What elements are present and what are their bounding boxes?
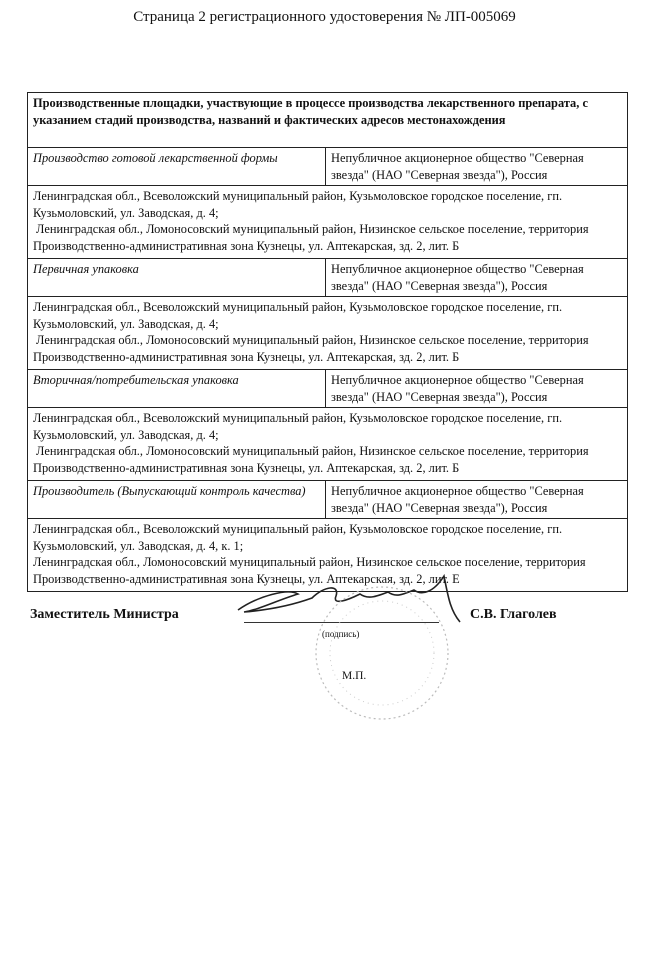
stage-row — [28, 148, 628, 186]
stage-row — [28, 481, 628, 519]
address-cell — [28, 186, 628, 259]
official-stamp — [312, 575, 452, 730]
address-1: Ленинградская обл., Всеволожский муниципальный район, Кузьмоловское городское поселение, гп. Кузьмоловский, ул. Заводская, д. 4; — [33, 189, 563, 220]
table-header-row — [28, 93, 628, 148]
manufacturer-name: Непубличное акционерное общество "Северная звезда" (НАО "Северная звезда"), Россия — [326, 259, 628, 297]
signature-caption: (подпись) — [322, 629, 360, 639]
stage-row — [28, 259, 628, 297]
signer-position: Заместитель Министра — [30, 607, 179, 622]
manufacturer-name: Непубличное акционерное общество "Северная звезда" (НАО "Северная звезда"), Россия — [326, 481, 628, 519]
stamp-label: М.П. — [342, 670, 367, 682]
address-2: Ленинградская обл., Ломоносовский муниципальный район, Низинское сельское поселение, территория Производственно-административная зона Кузнецы, ул. Аптекарская, зд. 2, лит. Б — [33, 333, 589, 364]
address-row — [28, 408, 628, 481]
manufacturer-name: Непубличное акционерное общество "Северная звезда" (НАО "Северная звезда"), Россия — [326, 370, 628, 408]
manufacturer-name: Непубличное акционерное общество "Северная звезда" (НАО "Северная звезда"), Россия — [326, 148, 628, 186]
table-header: Производственные площадки, участвующие в процессе производства лекарственного препарата, с указанием стадий производства, названий и фактических адресов местонахождения — [28, 93, 628, 148]
address-row — [28, 297, 628, 370]
stage-row — [28, 370, 628, 408]
address-cell — [28, 408, 628, 481]
stage-name: Первичная упаковка — [28, 259, 326, 297]
stage-name: Вторичная/потребительская упаковка — [28, 370, 326, 408]
address-2: Ленинградская обл., Ломоносовский муниципальный район, Низинское сельское поселение, территория Производственно-административная зона Кузнецы, ул. Аптекарская, зд. 2, лит. Б — [33, 222, 589, 253]
signer-name: С.В. Глаголев — [470, 607, 557, 622]
address-row — [28, 186, 628, 259]
stage-name: Производство готовой лекарственной формы — [28, 148, 326, 186]
address-1: Ленинградская обл., Всеволожский муниципальный район, Кузьмоловское городское поселение, гп. Кузьмоловский, ул. Заводская, д. 4, к. 1; — [33, 522, 563, 553]
address-1: Ленинградская обл., Всеволожский муниципальный район, Кузьмоловское городское поселение, гп. Кузьмоловский, ул. Заводская, д. 4; — [33, 411, 563, 442]
address-cell — [28, 297, 628, 370]
production-sites-table — [27, 92, 628, 592]
address-2: Ленинградская обл., Ломоносовский муниципальный район, Низинское сельское поселение, территория Производственно-административная зона Кузнецы, ул. Аптекарская, зд. 2, лит. Е — [33, 555, 586, 586]
address-1: Ленинградская обл., Всеволожский муниципальный район, Кузьмоловское городское поселение, гп. Кузьмоловский, ул. Заводская, д. 4; — [33, 300, 563, 331]
page-title: Страница 2 регистрационного удостоверения № ЛП-005069 — [133, 9, 516, 25]
address-2: Ленинградская обл., Ломоносовский муниципальный район, Низинское сельское поселение, территория Производственно-административная зона Кузнецы, ул. Аптекарская, зд. 2, лит. Б — [33, 444, 589, 475]
stage-name: Производитель (Выпускающий контроль качества) — [28, 481, 326, 519]
